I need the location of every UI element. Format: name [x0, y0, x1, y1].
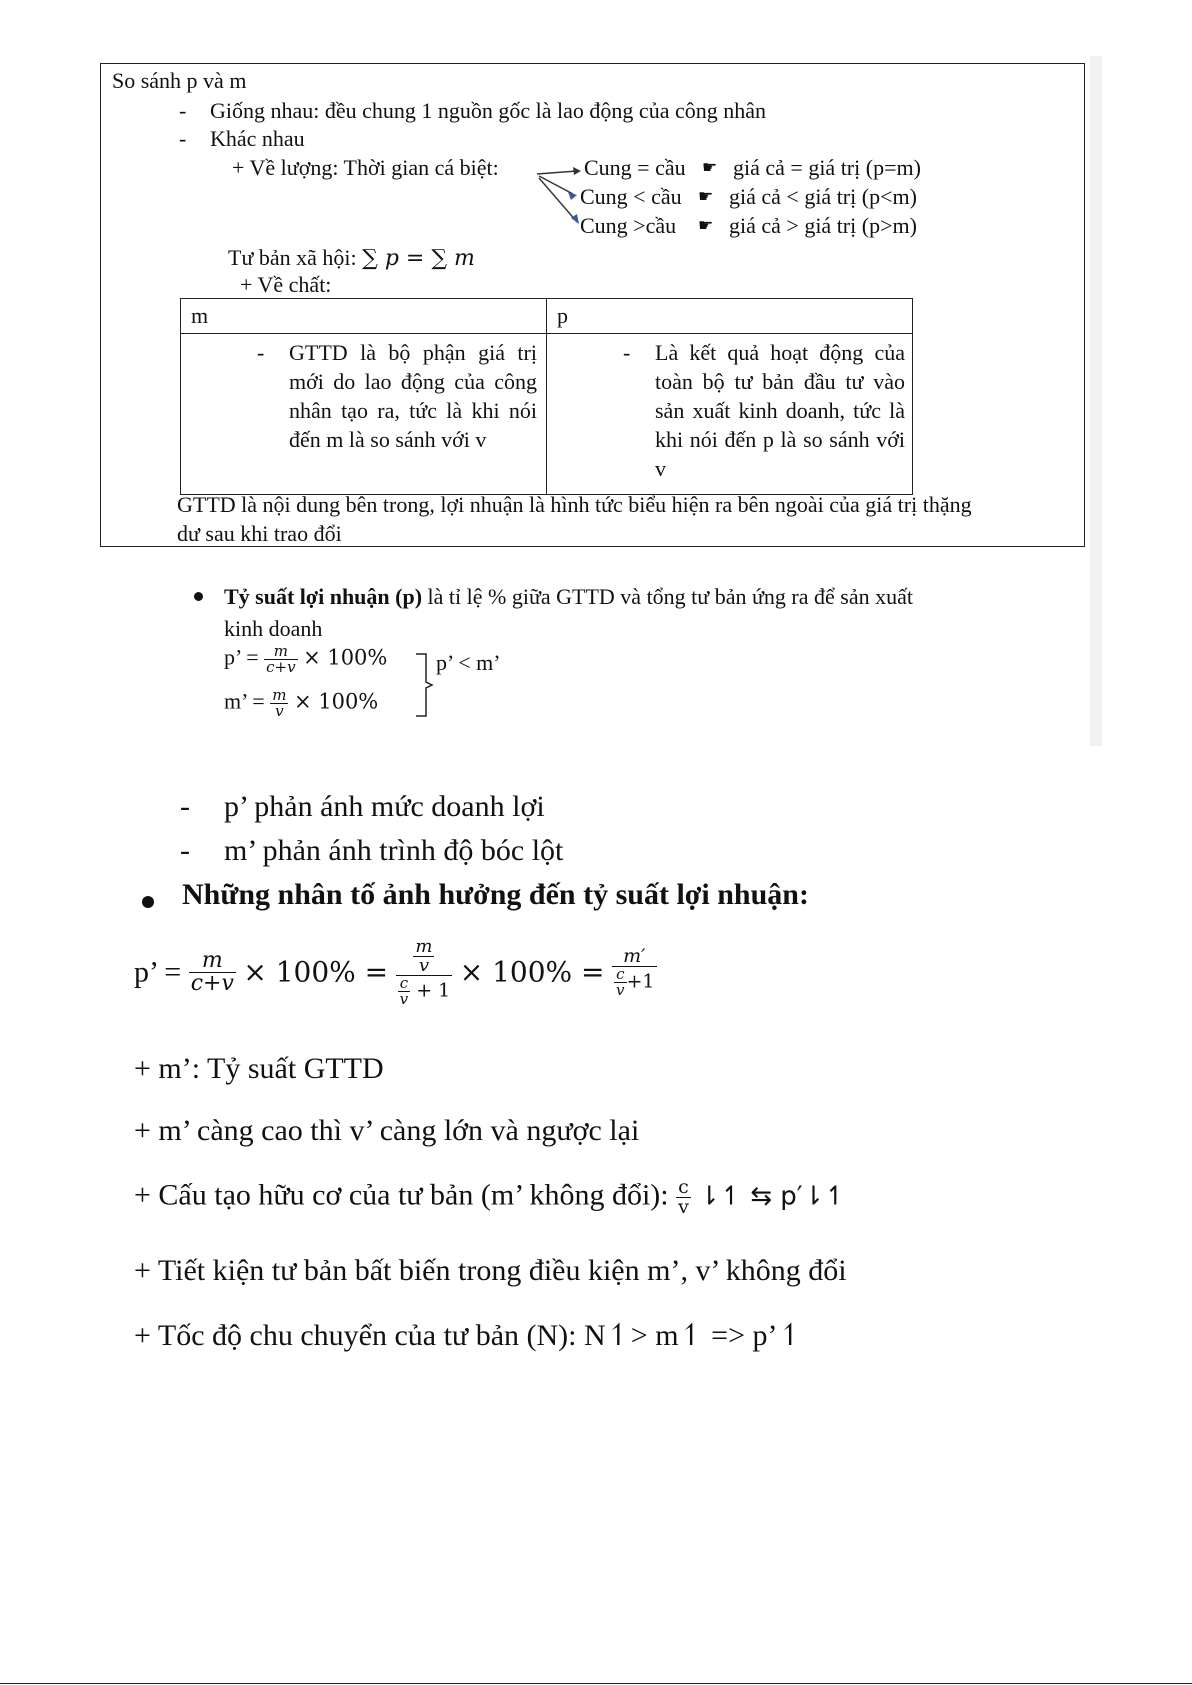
case-1-right: giá cả = giá trị (p=m) [733, 155, 921, 180]
dash-reflect-2: - [180, 834, 190, 867]
conclusion-line-1: GTTD là nội dung bên trong, lợi nhuận là hình tức biểu hiện ra bên ngoài của giá trị thặng [177, 492, 972, 517]
social-capital-text: Tư bản xã hội: [228, 245, 357, 270]
reflect-2: m’ phản ánh trình độ bóc lột [224, 834, 564, 867]
formula-fraction-2: $\frac{m}{v}$ $\frac{c}{v}$ + 1 [396, 938, 453, 1007]
box-title: So sánh p và m [112, 68, 247, 93]
rate-definition [224, 584, 913, 610]
case-3-left: Cung >cầu [580, 213, 677, 238]
factor-item-4: + Tiết kiện tư bản bất biến trong điều kiện m’, v’ không đổi [134, 1254, 847, 1287]
dash-reflect-1: - [180, 790, 190, 823]
quality-label: + Về chất: [240, 272, 332, 297]
case-2-left: Cung < cầu [580, 184, 682, 209]
p-rate-formula: p’ = $\frac{m}{c+v}$ × 100% [224, 642, 388, 676]
m-rate-fraction: $\frac{m}{v}$ [272, 686, 287, 720]
case-2-right: giá cả < giá trị (p<m) [729, 184, 917, 209]
different-text: Khác nhau [210, 126, 305, 151]
organic-fraction: $\frac{c}{v}$ [678, 1176, 689, 1218]
table-header-p: p [547, 299, 913, 334]
m-rate-formula: m’ = $\frac{m}{v}$ × 100% [224, 686, 379, 720]
table-header-m: m [181, 299, 547, 334]
pointing-hand-icon: ☛ [698, 187, 714, 207]
factor-item-5: + Tốc độ chu chuyển của tư bản (N): N↿> m↿ => p’↿ [134, 1319, 803, 1352]
factor-item-1: + m’: Tỷ suất GTTD [134, 1052, 384, 1085]
right-bracket-icon [412, 652, 434, 718]
table-cell-m: - GTTD là bộ phận giá trị mới do lao động của công nhân tạo ra, tức là khi nói đến m là so sánh với v [181, 334, 547, 495]
factor-item-2: + m’ càng cao thì v’ càng lớn và ngược lại [134, 1114, 640, 1147]
social-capital-label [228, 245, 475, 271]
cell-m-text: GTTD là bộ phận giá trị mới do lao động của công nhân tạo ra, tức là khi nói đến m là so sánh với v [289, 340, 537, 452]
p-rate-fraction: $\frac{m}{c+v}$ [266, 642, 296, 676]
comparison-table [180, 298, 913, 495]
factors-heading: Những nhân tố ảnh hưởng đến tỷ suất lợi nhuận: [182, 878, 809, 911]
rate-term: Tỷ suất lợi nhuận (p) [224, 584, 423, 609]
bullet-dot [142, 896, 154, 908]
quantity-label: + Về lượng: Thời gian cá biệt: [232, 155, 499, 180]
organic-arrows: ⇂↿ ⇆ p′⇂↿ [698, 1181, 847, 1212]
pointing-hand-icon: ☛ [702, 158, 718, 178]
formula-fraction-3: m′ $\frac{c}{v}$ +1 [612, 947, 657, 998]
factors-formula: p’ = $\frac{m}{c+v}$ × 100% = $\frac{m}{v}$ $\frac{c}{v}$ + 1 × 100% = m′ $\frac{c}{v}$ +1 [134, 936, 655, 1008]
factor-item-3: + Cấu tạo hữu cơ của tư bản (m’ không đổi): $\frac{c}{v}$ ⇂↿ ⇆ p′⇂↿ [134, 1176, 847, 1218]
page-bottom-rule [0, 1683, 1192, 1684]
case-3-right: giá cả > giá trị (p>m) [729, 213, 917, 238]
rate-def-line1: là tỉ lệ % giữa GTTD và tổng tư bản ứng ra để sản xuất [422, 584, 913, 609]
case-1-left: Cung = cầu [584, 155, 686, 180]
rate-compare: p’ < m’ [436, 650, 501, 675]
table-cell-p: - Là kết quả hoạt động của toàn bộ tư bản đầu tư vào sản xuất kinh doanh, tức là khi nói đến p là so sánh với v [547, 334, 913, 495]
page-shadow [1090, 56, 1102, 746]
pointing-hand-icon: ☛ [698, 216, 714, 236]
reflect-1: p’ phản ánh mức doanh lợi [224, 790, 545, 823]
rate-def-line2: kinh doanh [224, 616, 323, 641]
dash-similar: - [179, 98, 187, 123]
social-capital-formula: ∑ p = ∑ m [362, 246, 475, 271]
formula-fraction-1: $\frac{m}{c+v}$ [190, 948, 234, 996]
conclusion-line-2: dư sau khi trao đổi [177, 521, 342, 546]
similar-text: Giống nhau: đều chung 1 nguồn gốc là lao động của công nhân [210, 98, 766, 123]
cell-p-text: Là kết quả hoạt động của toàn bộ tư bản đầu tư vào sản xuất kinh doanh, tức là khi nói đến p là so sánh với v [655, 340, 905, 481]
dash-different: - [179, 126, 187, 151]
branch-arrows-icon [535, 158, 585, 232]
bullet-dot [194, 592, 203, 601]
